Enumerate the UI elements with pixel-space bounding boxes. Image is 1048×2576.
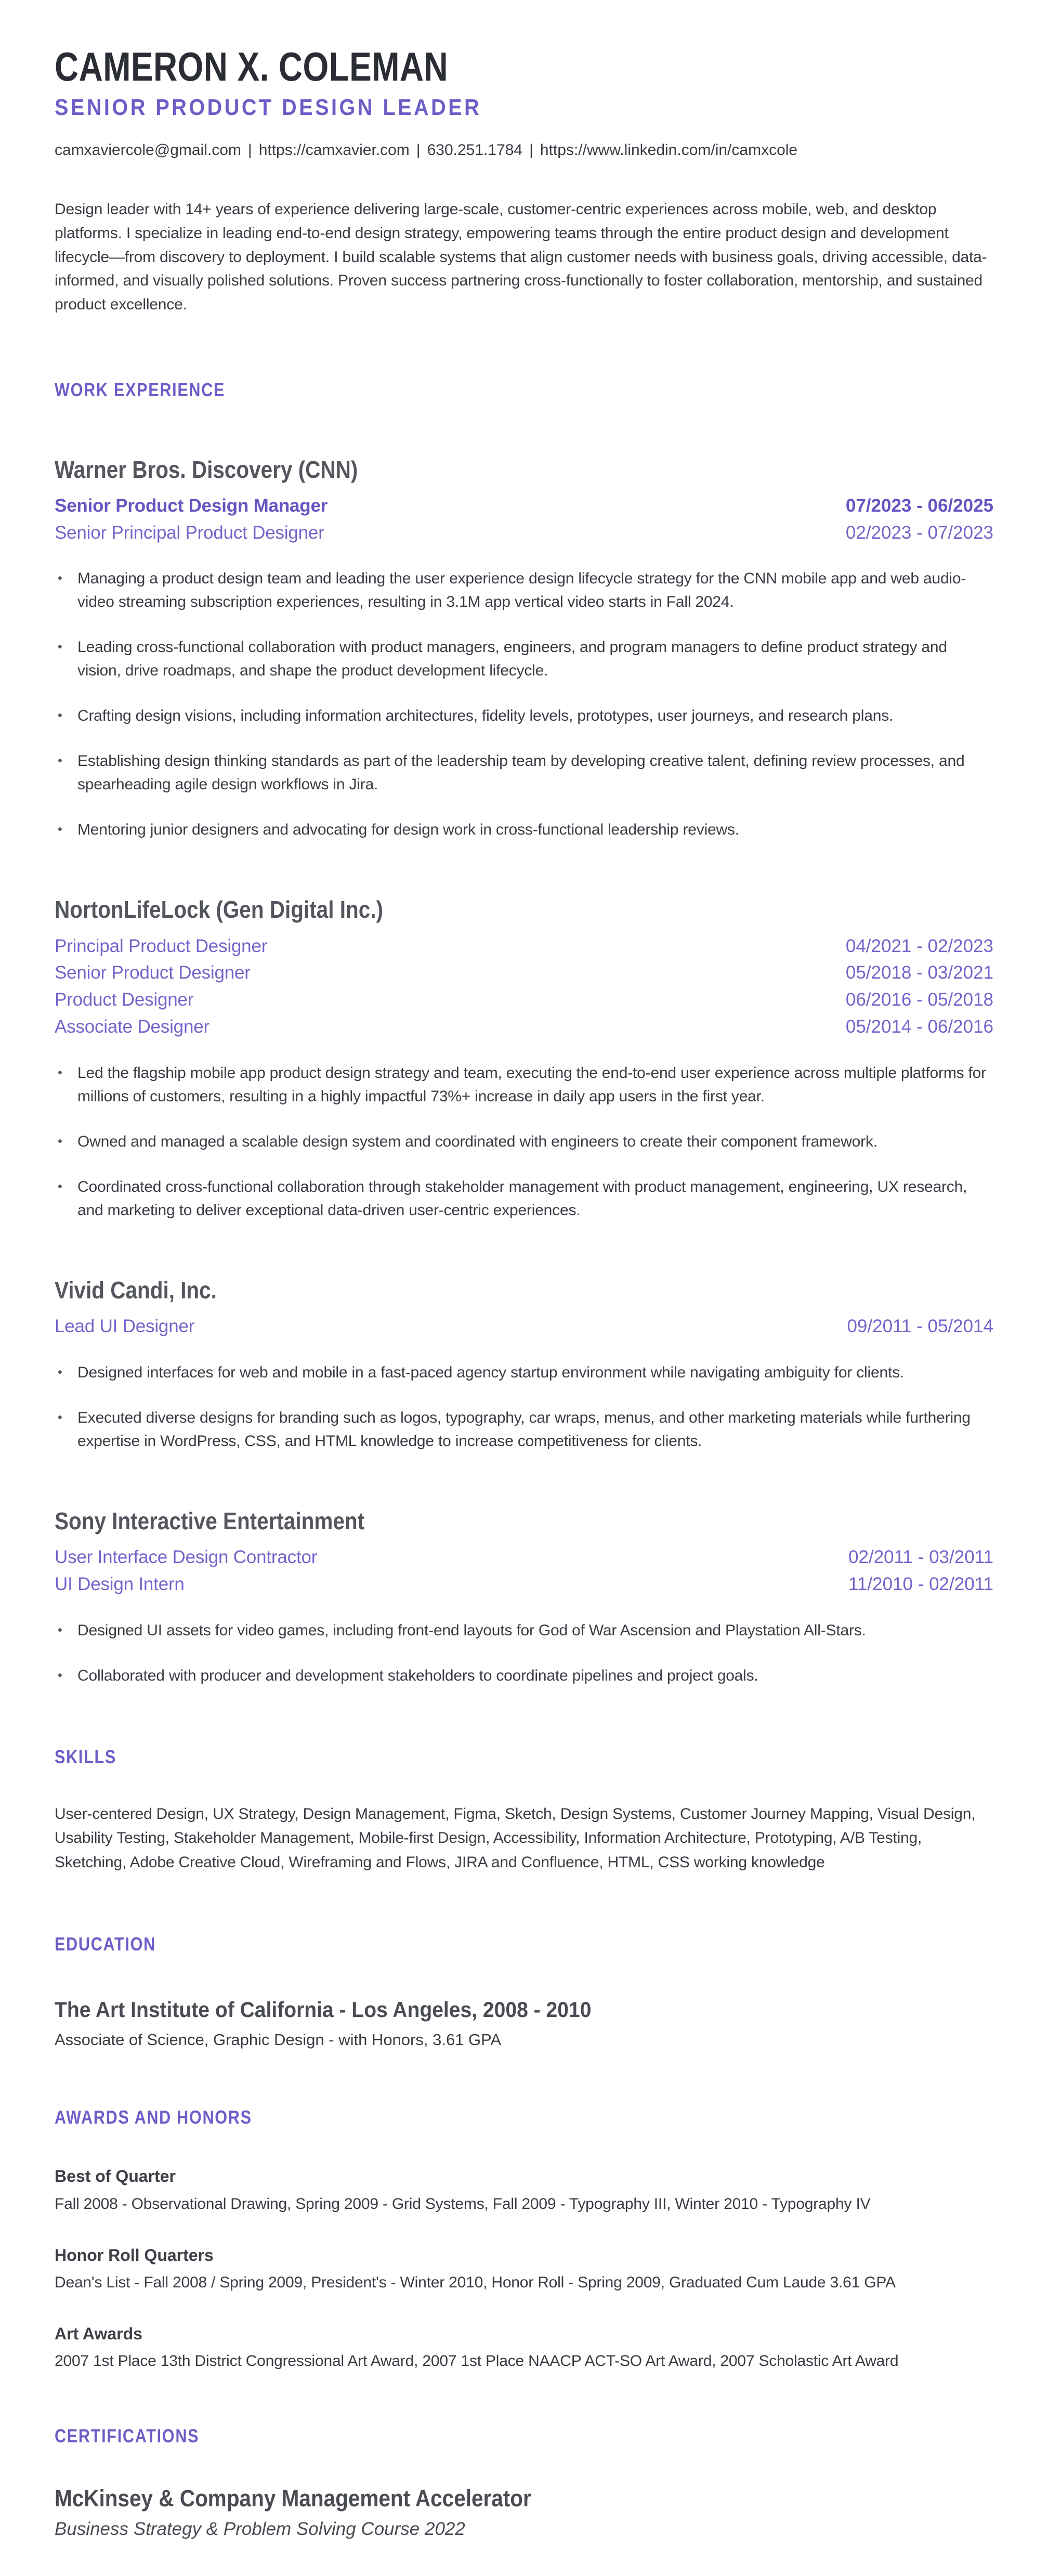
bullet-item: [55, 1664, 993, 1687]
role-list: [55, 1544, 993, 1598]
bullet-marker: •: [58, 1134, 62, 1149]
bullet-text: Coordinated cross-functional collaboration through stakeholder management with product management, engineering, UX research, and marketing to deliver exceptional data-driven user-centric experiences.: [77, 1178, 967, 1219]
bullet-item: [55, 818, 993, 841]
bullet-item: [55, 635, 993, 682]
contact-line: [55, 139, 993, 161]
award-title: Best of Quarter: [55, 2167, 176, 2186]
bullet-marker: •: [58, 753, 62, 769]
candidate-name: CAMERON X. COLEMAN: [55, 44, 449, 89]
section-label-certifications: CERTIFICATIONS: [55, 2425, 200, 2447]
bullet-item: [55, 749, 993, 796]
role-title: Senior Product Design Manager: [55, 495, 328, 516]
role-row: [55, 519, 993, 547]
role-dates: 02/2023 - 07/2023: [845, 522, 993, 543]
role-list: [55, 492, 993, 547]
bullet-text: Leading cross-functional collaboration with product managers, engineers, and program managers to define product strategy and vision, drive roadmaps, and shape the product development lifecycle.: [77, 639, 947, 680]
bullet-text: Crafting design visions, including information architectures, fidelity levels, prototypes, user journeys, and research plans.: [77, 707, 894, 725]
bullet-marker: •: [58, 1179, 62, 1194]
company-name: Sony Interactive Entertainment: [55, 1507, 365, 1534]
bullet-text: Executed diverse designs for branding such as logos, typography, car wraps, menus, and other marketing materials while furthering expertise in WordPress, CSS, and HTML knowledge to increase competitiveness for clients.: [77, 1409, 971, 1450]
bullet-marker: •: [58, 640, 62, 655]
role-dates: 09/2011 - 05/2014: [847, 1316, 993, 1336]
skills-text: User-centered Design, UX Strategy, Design Management, Figma, Sketch, Design Systems, Customer Journey Mapping, Visual Design, Usability Testing, Stakeholder Management, Mobile-first Design, Accessibility, Information Architecture, Prototyping, A/B Testing, Sketching, Adobe Creative Cloud, Wireframing and Flows, JIRA and Confluence, HTML, CSS working knowledge: [55, 1805, 976, 1871]
professional-summary: Design leader with 14+ years of experience delivering large-scale, customer-centric experiences across mobile, web, and desktop platforms. I specialize in leading end-to-end design strategy, empowering teams through the entire product design and development lifecycle—from discovery to deployment. I build scalable systems that align customer needs with business goals, driving accessible, data-informed, and visually polished solutions. Proven success partnering cross-functionally to foster collaboration, mentorship, and sustained product excellence.: [55, 201, 987, 313]
section-label-work-experience: WORK EXPERIENCE: [55, 379, 226, 401]
role-list: [55, 1313, 993, 1340]
bullet-list: [55, 1361, 993, 1453]
role-list: [55, 933, 993, 1040]
bullet-marker: •: [58, 1668, 62, 1683]
bullet-list: [55, 1619, 993, 1687]
bullet-marker: •: [58, 822, 62, 837]
bullet-item: [55, 704, 993, 727]
role-dates: 04/2021 - 02/2023: [845, 935, 993, 956]
role-dates: 07/2023 - 06/2025: [845, 495, 993, 516]
bullet-item: [55, 1406, 993, 1453]
bullet-marker: •: [58, 1410, 62, 1425]
role-row: [55, 1313, 993, 1340]
bullet-item: [55, 1130, 993, 1153]
role-title: Principal Product Designer: [55, 935, 268, 956]
job-entry-warner-bros-discovery: [55, 456, 993, 842]
contact-separator: |: [247, 141, 252, 159]
bullet-marker: •: [58, 571, 62, 586]
role-title: Lead UI Designer: [55, 1316, 195, 1336]
bullet-marker: •: [58, 1065, 62, 1080]
award-item: [55, 2323, 993, 2373]
award-item: [55, 2166, 993, 2215]
role-dates: 05/2018 - 03/2021: [845, 962, 993, 983]
role-title: Senior Principal Product Designer: [55, 522, 324, 543]
role-row: [55, 959, 993, 986]
section-label-awards: AWARDS AND HONORS: [55, 2106, 252, 2128]
role-dates: 05/2014 - 06/2016: [845, 1017, 993, 1037]
role-title: Senior Product Designer: [55, 962, 251, 983]
bullet-text: Designed UI assets for video games, including front-end layouts for God of War Ascension and Playstation All-Stars.: [77, 1621, 866, 1639]
role-row: [55, 933, 993, 960]
contact-separator: |: [529, 141, 533, 159]
bullet-item: [55, 1061, 993, 1108]
job-entry-vivid-candi: [55, 1276, 993, 1453]
contact-linkedin: https://www.linkedin.com/in/camxcole: [540, 141, 798, 159]
role-title: Product Designer: [55, 990, 194, 1010]
role-dates: 06/2016 - 05/2018: [845, 990, 993, 1010]
company-name: Warner Bros. Discovery (CNN): [55, 456, 358, 483]
role-title: User Interface Design Contractor: [55, 1546, 318, 1567]
award-title: Art Awards: [55, 2324, 142, 2343]
award-detail: 2007 1st Place 13th District Congressional Art Award, 2007 1st Place NAACP ACT-SO Art Award, 2007 Scholastic Art Award: [55, 2352, 899, 2370]
bullet-marker: •: [58, 1622, 62, 1637]
certification-name: McKinsey & Company Management Accelerator: [55, 2484, 531, 2512]
company-name: Vivid Candi, Inc.: [55, 1276, 217, 1304]
job-entry-nortonlifelock: [55, 895, 993, 1221]
bullet-marker: •: [58, 1364, 62, 1380]
bullet-item: [55, 567, 993, 614]
award-detail: Dean's List - Fall 2008 / Spring 2009, President's - Winter 2010, Honor Roll - Spring 2009, Graduated Cum Laude 3.61 GPA: [55, 2274, 896, 2292]
role-row: [55, 986, 993, 1013]
bullet-text: Designed interfaces for web and mobile in a fast-paced agency startup environment while navigating ambiguity for clients.: [77, 1363, 905, 1381]
resume-header: [55, 46, 993, 316]
bullet-list: [55, 1061, 993, 1222]
role-row: [55, 1571, 993, 1598]
contact-separator: |: [416, 141, 421, 159]
candidate-headline: SENIOR PRODUCT DESIGN LEADER: [55, 94, 482, 120]
role-row: [55, 1013, 993, 1040]
role-row: [55, 1544, 993, 1571]
certification-detail: Business Strategy & Problem Solving Course 2022: [55, 2518, 465, 2539]
section-label-skills: SKILLS: [55, 1746, 117, 1767]
role-title: Associate Designer: [55, 1017, 209, 1037]
job-entry-sony-interactive: [55, 1507, 993, 1687]
bullet-text: Managing a product design team and leading the user experience design lifecycle strategy for the CNN mobile app and web audio-video streaming subscription experiences, resulting in 3.1M app vertical video starts in Fall 2024.: [77, 570, 966, 611]
award-title: Honor Roll Quarters: [55, 2245, 214, 2265]
contact-email: camxaviercole@gmail.com: [55, 141, 241, 159]
bullet-text: Owned and managed a scalable design system and coordinated with engineers to create their component framework.: [77, 1133, 877, 1150]
education-degree: Associate of Science, Graphic Design - with Honors, 3.61 GPA: [55, 2030, 502, 2049]
bullet-text: Collaborated with producer and development stakeholders to coordinate pipelines and project goals.: [77, 1667, 758, 1684]
bullet-marker: •: [58, 708, 62, 723]
contact-website: https://camxavier.com: [258, 141, 410, 159]
bullet-list: [55, 567, 993, 841]
role-title: UI Design Intern: [55, 1573, 185, 1594]
award-item: [55, 2245, 993, 2294]
role-row: [55, 492, 993, 519]
bullet-item: [55, 1175, 993, 1222]
section-label-education: EDUCATION: [55, 1933, 156, 1955]
contact-phone: 630.251.1784: [427, 141, 523, 159]
bullet-text: Led the flagship mobile app product design strategy and team, executing the end-to-end user experience across multiple platforms for millions of customers, resulting in a highly impactful 73%+ increase in daily app users in the first year.: [77, 1064, 986, 1105]
role-dates: 11/2010 - 02/2011: [848, 1573, 993, 1594]
bullet-text: Establishing design thinking standards as part of the leadership team by developing creative talent, defining review processes, and spearheading agile design workflows in Jira.: [77, 752, 965, 793]
role-dates: 02/2011 - 03/2011: [848, 1546, 993, 1567]
bullet-item: [55, 1361, 993, 1384]
company-name: NortonLifeLock (Gen Digital Inc.): [55, 896, 383, 923]
bullet-text: Mentoring junior designers and advocating for design work in cross-functional leadership reviews.: [77, 821, 739, 839]
award-detail: Fall 2008 - Observational Drawing, Spring 2009 - Grid Systems, Fall 2009 - Typography III, Winter 2010 - Typography IV: [55, 2195, 871, 2213]
bullet-item: [55, 1619, 993, 1642]
education-school: The Art Institute of California - Los Angeles, 2008 - 2010: [55, 1997, 592, 2022]
awards-list: [55, 2166, 993, 2372]
